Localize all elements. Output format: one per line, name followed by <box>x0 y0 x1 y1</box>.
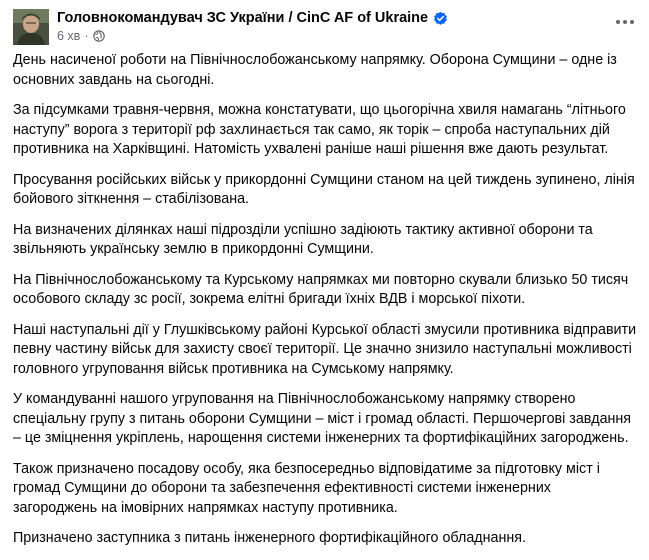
author-row <box>57 10 448 26</box>
post-paragraph: У командуванні нашого угруповання на Північнослобожанському напрямку створено спеціальну групу з питань оборони Сумщини – міст і громад області. Першочергові завдання – це зміцнення укріплень, нарощення системи інженерних та фортифікаційних загороджень. <box>13 391 632 446</box>
more-options-icon[interactable] <box>614 14 636 30</box>
meta-separator: · <box>84 29 89 43</box>
avatar-image <box>13 9 49 45</box>
post-paragraph: На визначених ділянках наші підрозділи успішно задіюють тактику активної оборони та звільняють українську землю в прикордонні Сумщини. <box>13 221 593 257</box>
post-meta <box>57 29 105 43</box>
post-paragraph: За підсумками травня-червня, можна констатувати, що цьогорічна хвиля намагань “літнього наступу” ворога з території рф захлинається так само, як торік – спроба наступальних дій противника на Харківщині. Натомість ухвалені раніше наші рішення вже дають результат. <box>13 102 626 157</box>
post-paragraph: На Північнослобожанському та Курському напрямках ми повторно скували близько 50 тисяч особового складу зс росії, зокрема елітні бригади їхніх ВДВ і морської піхоти. <box>13 271 629 307</box>
more-dot <box>630 20 634 24</box>
post-paragraph: День насиченої роботи на Північнослобожанському напрямку. Оборона Сумщини – одне із основних завдань на сьогодні. <box>13 52 617 88</box>
post-time[interactable]: 6 хв <box>57 29 81 43</box>
author-avatar[interactable] <box>13 9 49 45</box>
post-paragraph: Також призначено посадову особу, яка безпосередньо відповідатиме за підготовку міст і громад Сумщини до оборони та забезпечення ефективності системи інженерних загороджень на імовірних напрямках наступу противника. <box>13 460 600 516</box>
post-paragraph: Просування російських військ у прикордонні Сумщини станом на цей тиждень зупинено, лінія бойового зіткнення – стабілізована. <box>13 171 635 207</box>
globe-icon[interactable] <box>93 30 105 42</box>
more-dot <box>616 20 620 24</box>
post-paragraph: Призначено заступника з питань інженерного фортифікаційного обладнання. <box>13 530 526 546</box>
verified-badge-icon <box>433 11 448 26</box>
post-text <box>13 51 638 560</box>
more-dot <box>623 20 627 24</box>
author-name[interactable]: Головнокомандувач ЗС України / CinC AF of Ukraine <box>57 10 429 26</box>
post-paragraph: Наші наступальні дії у Глушківському районі Курської області змусили противника відправити певну частину військ для захисту своєї території. Це значно знизило наступальні можливості головного угруповання військ противника на Сумському напрямку. <box>13 321 637 377</box>
